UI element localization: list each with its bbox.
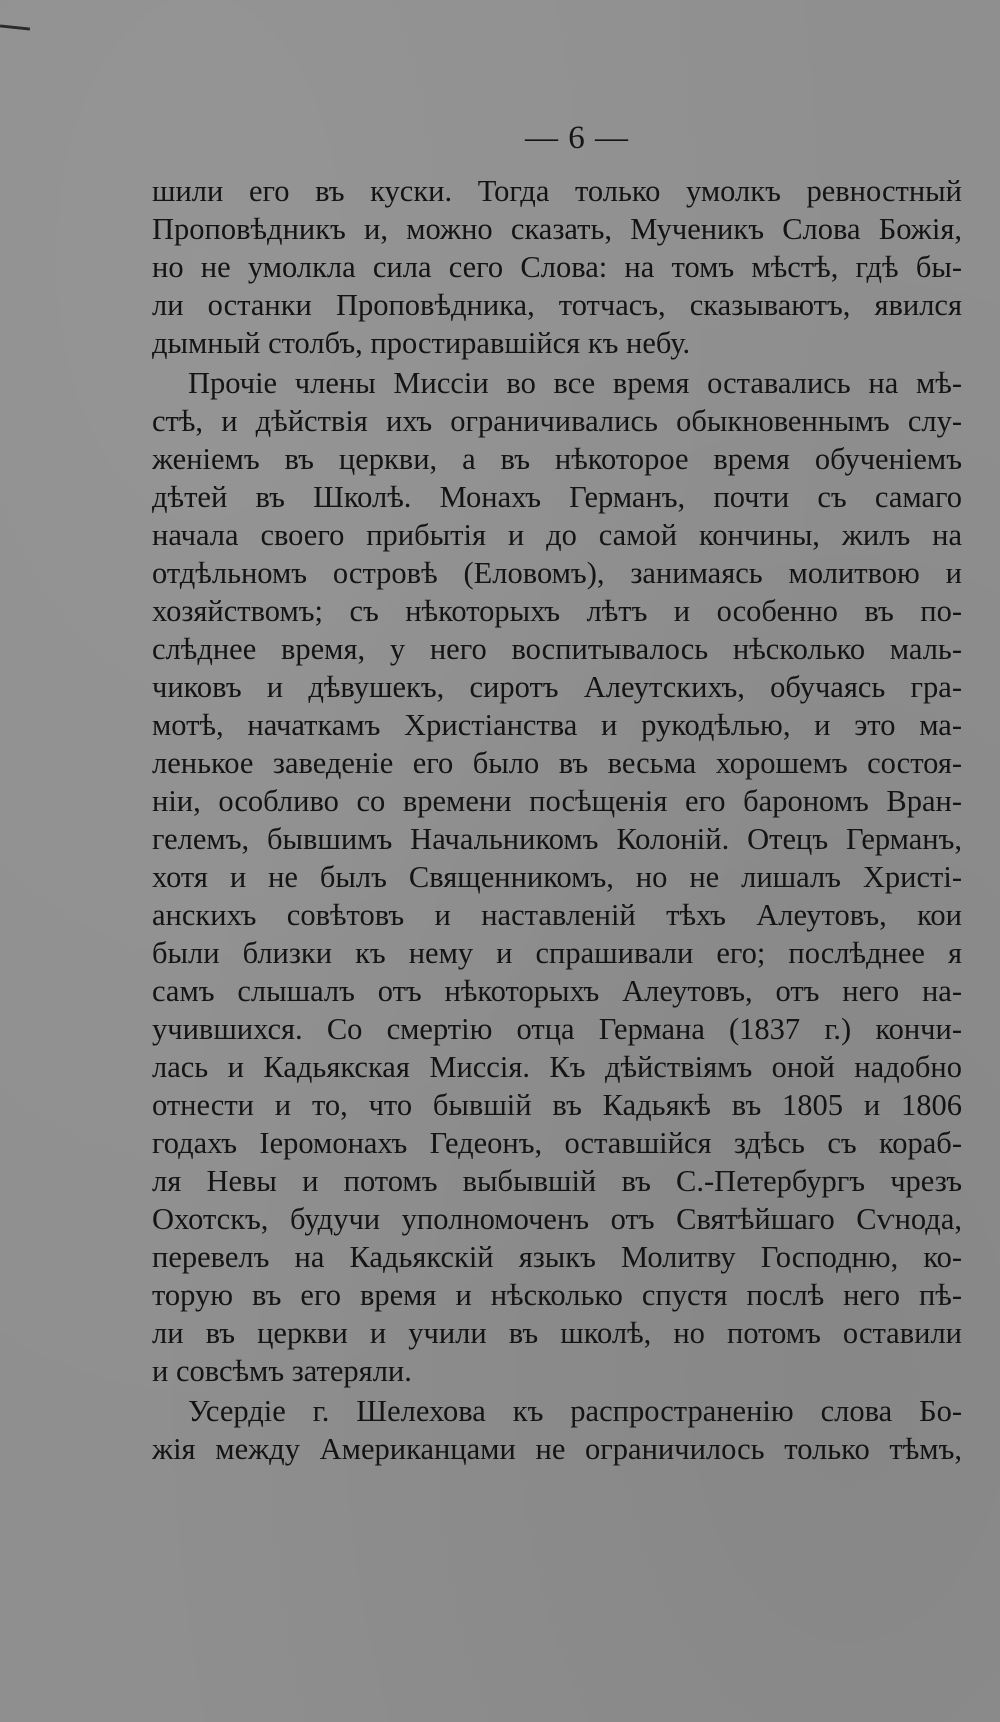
text-line: стѣ, и дѣйствія ихъ ограничивались обыкновеннымъ слу- [152,404,962,438]
page-number: — 6 — [525,120,629,156]
text-line: жія между Американцами не ограничилось только тѣмъ, [152,1432,962,1466]
text-line: торую въ его время и нѣсколько спустя послѣ него пѣ- [152,1278,962,1312]
text-line: хозяйствомъ; съ нѣкоторыхъ лѣтъ и особенно въ по- [152,594,962,628]
paragraph-1 [152,172,962,362]
text-line: ли въ церкви и учили въ школѣ, но потомъ оставили [152,1316,962,1350]
text-line: были близки къ нему и спрашивали его; послѣднее я [152,936,962,970]
paragraph-3 [152,1392,962,1468]
text-line: женіемъ въ церкви, а въ нѣкоторое время обученіемъ [152,442,962,476]
text-line: чиковъ и дѣвушекъ, сиротъ Алеутскихъ, обучаясь гра- [152,670,962,704]
text-line: самъ слышалъ отъ нѣкоторыхъ Алеутовъ, отъ него на- [152,974,962,1008]
text-line: ля Невы и потомъ выбывшій въ С.-Петербургъ чрезъ [152,1164,962,1198]
text-line: ніи, особливо со времени посѣщенія его барономъ Вран- [152,784,962,818]
text-line: дымный столбъ, простиравшійся къ небу. [152,326,691,360]
text-line: лась и Кадьякская Миссія. Къ дѣйствіямъ оной надобно [152,1050,962,1084]
paragraph-2 [152,364,962,1390]
text-line: хотя и не былъ Священникомъ, но не лишалъ Христі- [152,860,962,894]
text-line: перевелъ на Кадьякскій языкъ Молитву Господню, ко- [152,1240,962,1274]
text-line: Проповѣдникъ и, можно сказать, Мученикъ Слова Божія, [152,212,962,246]
text-line: Охотскъ, будучи уполномоченъ отъ Святѣйшаго Сѵнода, [152,1202,962,1236]
page-corner-mark [0,24,30,30]
text-line: годахъ Іеромонахъ Гедеонъ, оставшійся здѣсь съ кораб- [152,1126,962,1160]
text-line: слѣднее время, у него воспитывалось нѣсколько маль- [152,632,962,666]
text-line: и совсѣмъ затеряли. [152,1354,412,1388]
text-line: шили его въ куски. Тогда только умолкъ ревностный [152,174,962,208]
text-line: ли останки Проповѣдника, тотчасъ, сказываютъ, явился [152,288,962,322]
text-line: анскихъ совѣтовъ и наставленій тѣхъ Алеутовъ, кои [152,898,962,932]
text-line: Усердіе г. Шелехова къ распространенію слова Бо- [188,1394,962,1428]
text-line: но не умолкла сила сего Слова: на томъ мѣстѣ, гдѣ бы- [152,250,962,284]
text-line: дѣтей въ Школѣ. Монахъ Германъ, почти съ самаго [152,480,962,514]
text-line: отдѣльномъ островѣ (Еловомъ), занимаясь молитвою и [152,556,962,590]
text-line: мотѣ, начаткамъ Христіанства и рукодѣлью, и это ма- [152,708,962,742]
text-line: Прочіе члены Миссіи во все время оставались на мѣ- [188,366,962,400]
text-line: учившихся. Со смертію отца Германа (1837 г.) кончи- [152,1012,962,1046]
text-line: ленькое заведеніе его было въ весьма хорошемъ состоя- [152,746,962,780]
text-line: гелемъ, бывшимъ Начальникомъ Колоній. Отецъ Германъ, [152,822,962,856]
text-line: отнести и то, что бывшій въ Кадьякѣ въ 1805 и 1806 [152,1088,962,1122]
text-line: начала своего прибытія и до самой кончины, жилъ на [152,518,962,552]
